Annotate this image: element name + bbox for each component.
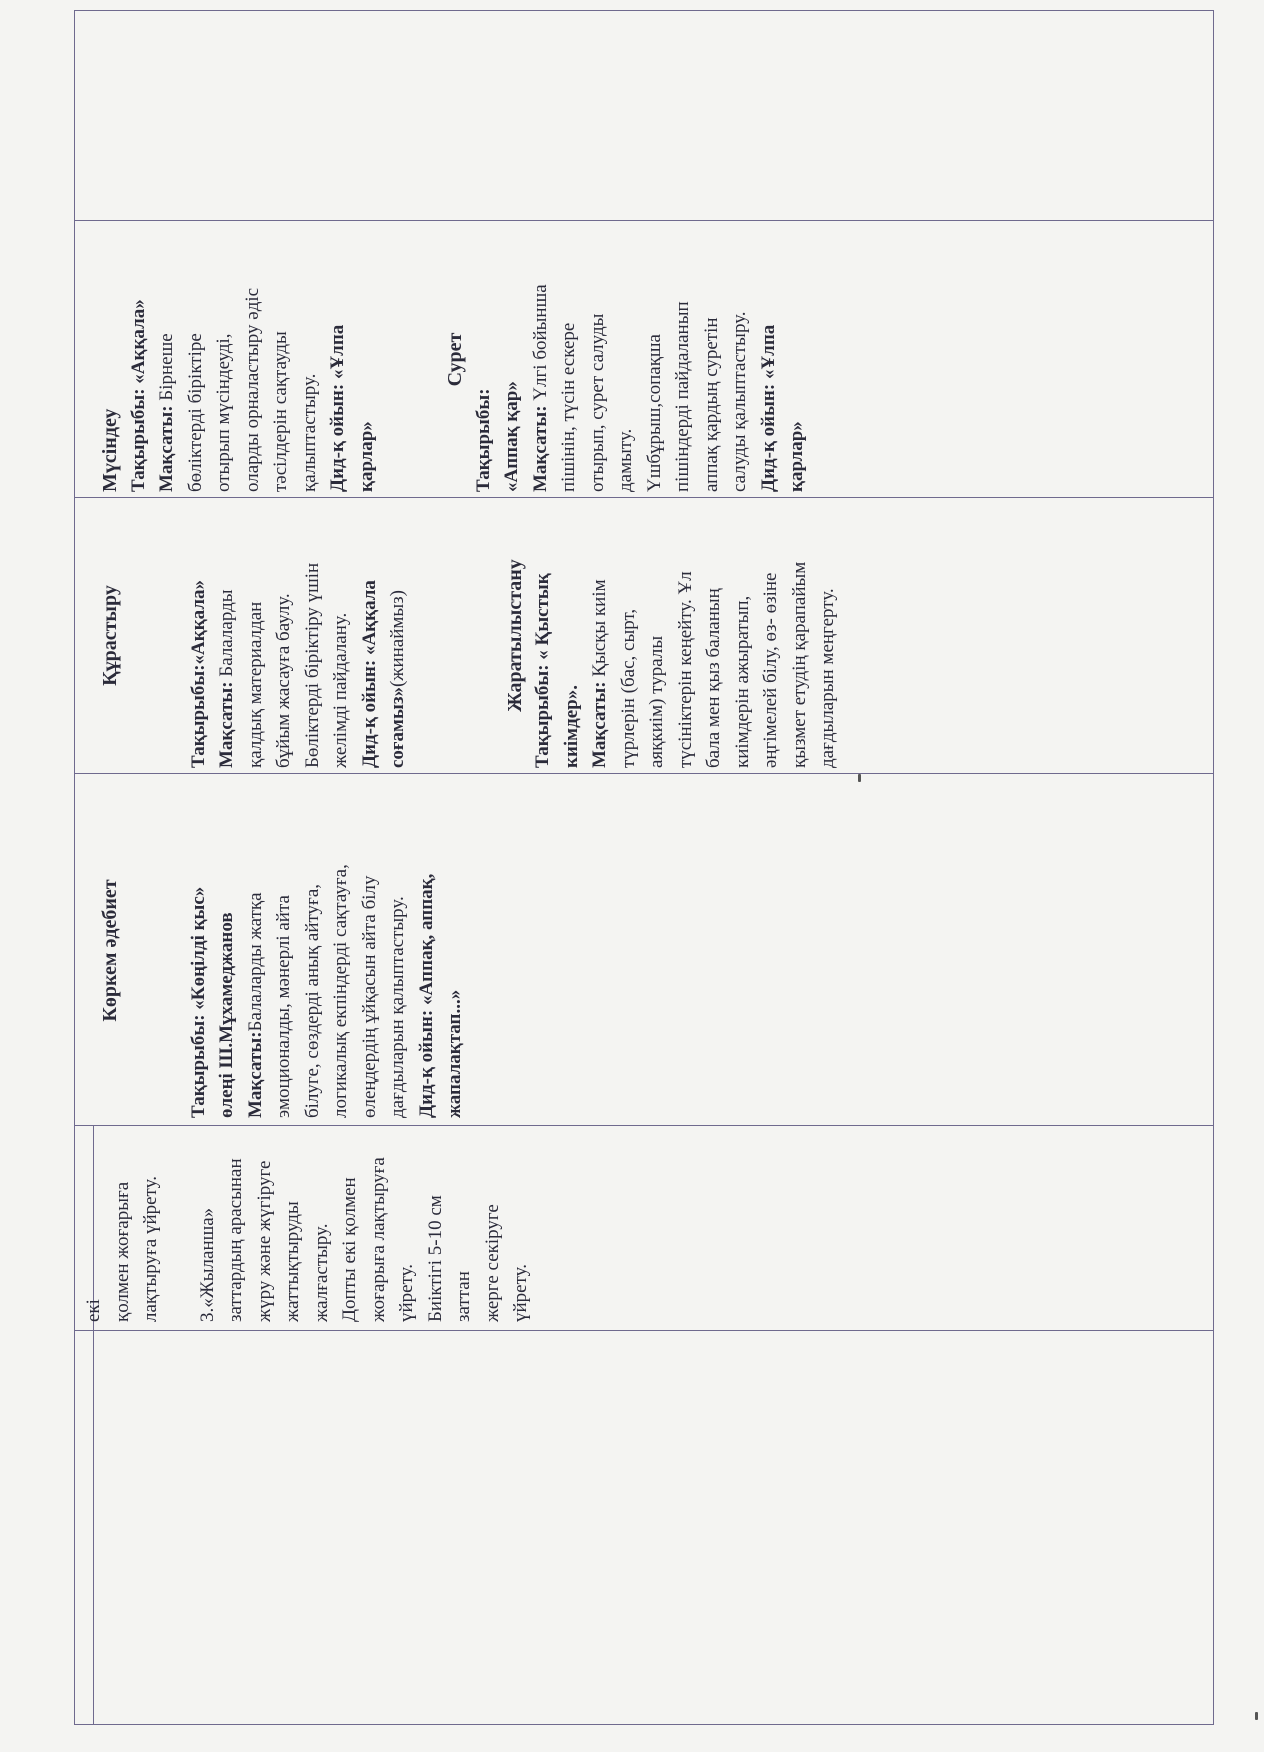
goal-line: Бөліктерді біріктіру үшін [301, 562, 323, 768]
scan-speck [1255, 1712, 1258, 1720]
goal-line: дағдыларын қалыптастыру. [387, 896, 408, 1118]
goal-line: оларды орналастыру әдіс [241, 287, 263, 492]
goal-line: қалдық материалдан [244, 601, 266, 768]
goal-label: Мақсаты: [156, 405, 177, 492]
text-line: заттардың арасынан [225, 1158, 246, 1322]
section-heading: Құрастыру [99, 585, 121, 686]
topic-value: «Аппақ қар» [501, 381, 522, 492]
goal-line: түрлерін (бас, сырт, [617, 608, 639, 768]
topic-label: Тақырыбы: « Қыстық [532, 573, 553, 768]
goal-line: бөліктерді біріктіре [184, 333, 206, 492]
section-heading: Сурет [444, 332, 466, 387]
text-line: жүру және жүгіруге [253, 1160, 275, 1322]
goal-line: бұйым жасауға баулу. [273, 593, 294, 768]
topic-value: «Аққала» [127, 299, 149, 384]
goal-label: Мақсаты: [216, 681, 237, 768]
section-heading: Жаратылыстану [503, 559, 526, 712]
goal-line: өлеңдердің ұйқасын айта білу [358, 875, 380, 1118]
goal-label: Мақсаты: [244, 1031, 266, 1118]
topic-label: Тақырыбы: [127, 388, 149, 492]
topic-label: Тақырыбы: «Көңілді қыс» [187, 886, 209, 1118]
text-line: жалғастыру. [310, 1223, 332, 1322]
text-line: үйрету. [396, 1263, 417, 1322]
goal-line: аяқкиім) туралы [646, 635, 667, 768]
topic-label: Тақырыбы: [472, 388, 494, 492]
text-line: жоғарыға лақтыруға [367, 1157, 389, 1322]
goal-line: отырып, сурет салуды [586, 313, 608, 492]
table-rule [74, 1125, 1214, 1126]
goal-label: Мақсаты: [589, 681, 610, 768]
goal-line: түсініктерін кеңейту. Ұл [674, 571, 696, 768]
goal-line: пішінін, түсін ескере [558, 322, 579, 492]
goal-line: салуды қалыптастыру. [729, 311, 750, 492]
game-label: Дид-қ ойын: «Ұлпа [757, 324, 779, 492]
text-line: қолмен жоғарыға [111, 1181, 133, 1322]
cell-physical [80, 1132, 536, 1322]
section-heading: Көркем әдебиет [99, 879, 121, 1022]
text-line: Допты екі қолмен [339, 1177, 360, 1322]
goal-line: пішіндерді пайдаланып [672, 301, 693, 492]
text-line: екі [83, 1299, 104, 1322]
goal-line: киімдерін ажыратып, [731, 595, 753, 768]
cell-modeling [96, 227, 812, 492]
game-suffix: (жинаймыз) [387, 590, 408, 688]
text-line: 3.«Жыланша» [196, 1207, 218, 1322]
text-line: жаттықтыруды [282, 1201, 303, 1322]
section-heading: Мүсіндеу [99, 408, 121, 492]
topic-label: Тақырыбы: [187, 664, 209, 768]
goal-label: Мақсаты: [529, 405, 551, 492]
cell-construction [96, 503, 843, 768]
game-label: жапалақтап...» [444, 989, 465, 1118]
goal-line: дағдыларын меңгерту. [817, 588, 838, 768]
text-line: лақтыруға үйрету. [140, 1176, 161, 1322]
goal-line: Үшбұрыш,сопақша [643, 334, 665, 492]
goal-line: бала мен қыз баланың [703, 588, 724, 768]
cell-literature [96, 783, 470, 1118]
goal-line: логикалық екпіндерді сақтауға, [330, 864, 351, 1118]
goal-text: Балаларды жатқа [244, 892, 266, 1032]
goal-line: дамыту. [615, 428, 636, 492]
game-label: Дид-қ ойын: «Ұлпа [327, 324, 348, 492]
goal-line: қызмет етудің қарапайым [788, 561, 810, 768]
text-line: Биіктігі 5-10 см [424, 1195, 446, 1322]
topic-author: өлеңі Ш.Мұхамеджанов [216, 912, 237, 1118]
text-line: жерге секіруге [481, 1204, 503, 1322]
goal-line: отырып мүсіндеуді, [213, 333, 234, 492]
topic-value: «Аққала» [187, 580, 209, 665]
game-label: Дид-қ ойын: «Аппақ, аппақ, [415, 873, 437, 1118]
table-rule [74, 1330, 1214, 1331]
goal-text: Үлгі бойынша [529, 284, 551, 401]
goal-line: аппақ қардың суретін [700, 317, 722, 492]
game-label: соғамыз» [387, 687, 408, 768]
table-rule [74, 773, 1214, 774]
goal-text: Балаларды [216, 589, 237, 677]
table-rule [74, 497, 1214, 498]
goal-line: тәсілдерін сақтауды [270, 331, 291, 492]
goal-line: эмоционалды, мәнерлі айта [273, 895, 294, 1118]
table-rule [74, 220, 1214, 221]
goal-line: әңгімелей білу, өз- өзіне [760, 572, 781, 768]
game-label: Дид-қ ойын: «Аққала [358, 580, 380, 768]
text-line: заттан [453, 1271, 474, 1322]
topic-label: киімдер». [560, 685, 582, 768]
game-label: қарлар» [355, 421, 377, 492]
goal-line: қалыптастыру. [298, 373, 320, 492]
goal-line: желімді пайдалану. [330, 612, 351, 768]
goal-text: Қысқы киім [589, 579, 610, 677]
scan-speck [858, 774, 861, 782]
text-line: үйрету. [510, 1263, 531, 1322]
goal-line: білуге, сөздерді анық айтуға, [301, 883, 323, 1118]
game-label: қарлар» [786, 421, 807, 492]
goal-text: Бірнеше [156, 333, 177, 401]
